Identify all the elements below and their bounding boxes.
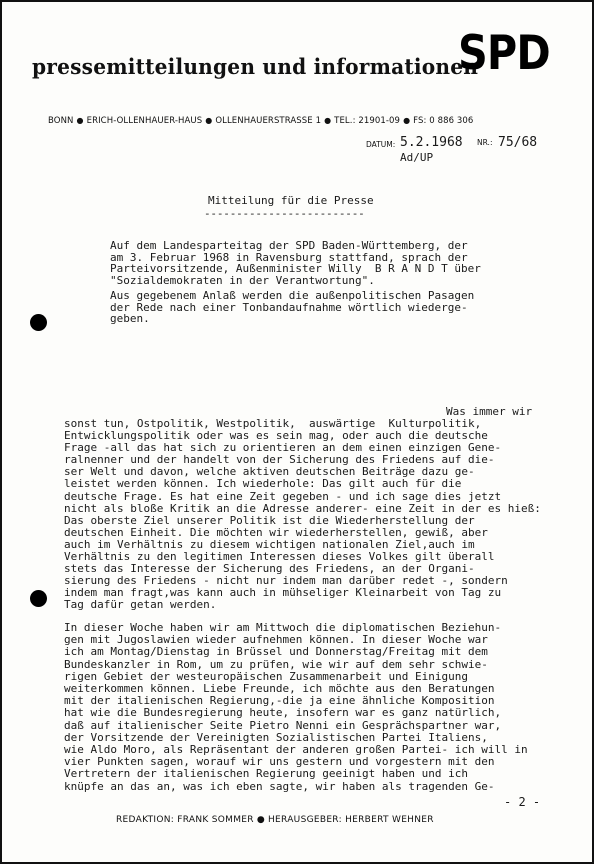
intro-paragraph-2: Aus gegebenem Anlaß werden die außenpolitischen Pasagen der Rede nach einer Tonbandaufnahme wörtlich wiederge- geben. <box>110 289 475 326</box>
address-building: ERICH-OLLENHAUER-HAUS <box>86 116 203 126</box>
bullet-icon: ● <box>403 116 411 125</box>
bullet-icon: ● <box>256 815 265 825</box>
nr-label: NR.: <box>477 138 493 147</box>
heading-underline: ------------------------- <box>204 207 365 220</box>
bullet-icon: ● <box>205 116 213 125</box>
bullet-icon: ● <box>324 116 332 125</box>
datum-value: 5.2.1968 <box>400 135 463 150</box>
document-heading: Mitteilung für die Presse <box>208 194 374 207</box>
address-phone: TEL.: 21901-09 <box>334 116 401 126</box>
bullet-icon: ● <box>76 116 84 125</box>
address-city: BONN <box>48 116 74 126</box>
reference-code: Ad/UP <box>400 151 434 164</box>
address-street: OLLENHAUERSTRASSE 1 <box>215 116 322 126</box>
intro-paragraph: Auf dem Landesparteitag der SPD Baden-Württemberg, der am 3. Februar 1968 in Ravensburg stattfand, sprach der Parteivorsitzende, Außenminister Willy B R A N D T über "Sozialdemokraten in der Verantwortung". <box>110 239 481 287</box>
address-line <box>48 116 473 126</box>
speech-paragraph-1: sonst tun, Ostpolitik, Westpolitik, auswärtige Kulturpolitik, Entwicklungspolitik oder was es sein mag, oder auch die deutsche Frage -all das hat sich zu orientieren an dem einen einzigen Gene- ralnenner und der handelt von der Sicherung des Friedens auf die- ser Welt und davon, welche aktiven deutschen Beiträge dazu ge- leistet werden können. Ich wiederhole: Das gilt auch für die deutsche Frage. Es hat eine Zeit gegeben - und ich sage dies jetzt nicht als bloße Kritik an die Adresse anderer- eine Zeit in der es hieß: Das oberste Ziel unserer Politik ist die Wiederherstellung der deutschen Einheit. Die möchten wir wiederherstellen, gewiß, aber auch im Verhältnis zu diesem wichtigen nationalen Ziel,auch im Verhältnis zu den legitimen Interessen dieses Volkes gilt überall stets das Interesse der Sicherung des Friedens, an der Organi- sierung des Friedens - nicht nur indem man darüber redet -, sondern indem man fragt,was kann auch in mühseliger Kleinarbeit von Tag zu Tag dafür getan werden. <box>64 417 541 612</box>
spd-logo: SPD <box>458 26 550 81</box>
footer-redaktion: REDAKTION: FRANK SOMMER <box>116 815 254 825</box>
address-telex: FS: 0 886 306 <box>413 116 474 126</box>
punch-hole <box>30 314 47 331</box>
speech-paragraph-2: In dieser Woche haben wir am Mittwoch die diplomatischen Beziehun- gen mit Jugoslawien wieder aufnehmen können. In dieser Woche war ich am Montag/Dienstag in Brüssel und Donnerstag/Freitag mit dem Bundeskanzler in Rom, um zu prüfen, wie wir auf dem sehr schwie- rigen Gebiet der westeuropäischen Zusammenarbeit und Einigung weiterkommen können. Liebe Freunde, ich möchte aus den Beratungen mit der italienischen Regierung,-die ja eine ähnliche Komposition hat wie die Bundesregierung heute, insofern war es ganz natürlich, daß auf italienischer Seite Pietro Nenni ein Gesprächspartner war, der Vorsitzende der Vereinigten Sozialistischen Partei Italiens, wie Aldo Moro, als Repräsentant der anderen großen Partei- ich will in vier Punkten sagen, worauf wir uns gestern und vorgestern mit den Vertretern der italienischen Regierung geeinigt haben und ich knüpfe an das an, was ich eben sagte, wir haben als tragenden Ge- <box>64 621 528 793</box>
footer-herausgeber: HERAUSGEBER: HERBERT WEHNER <box>267 815 434 825</box>
masthead-title: pressemitteilungen und informationen <box>32 54 479 79</box>
page-number: - 2 - <box>504 795 541 809</box>
punch-hole <box>30 590 47 607</box>
nr-value: 75/68 <box>498 135 538 150</box>
datum-label: DATUM: <box>366 140 396 149</box>
speech-opening: Was immer wir <box>446 405 533 418</box>
footer <box>116 815 434 825</box>
